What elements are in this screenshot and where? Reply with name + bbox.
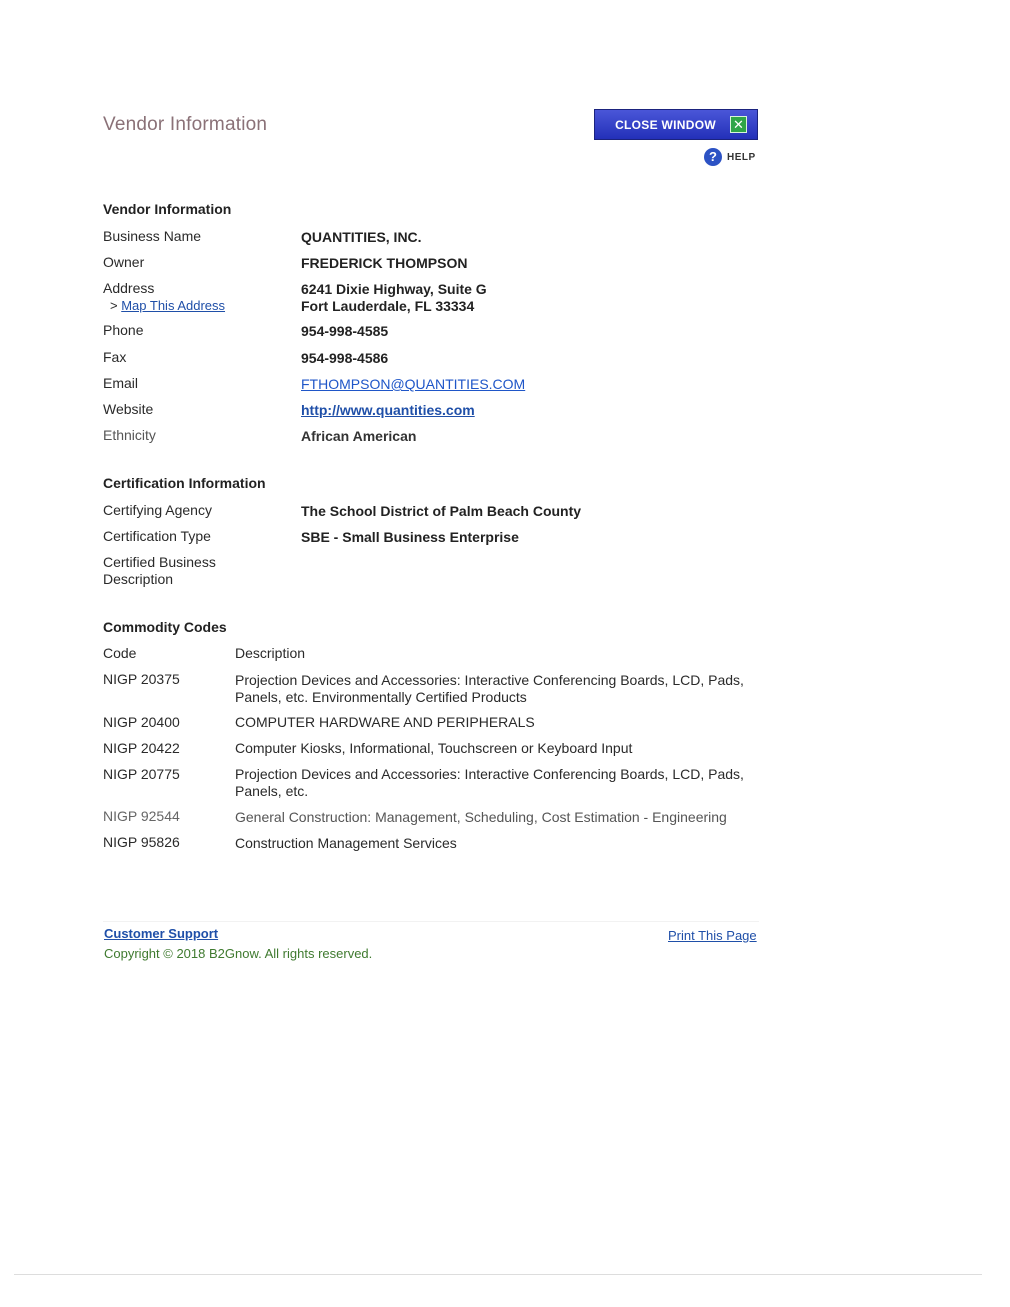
map-this-address-link[interactable]: Map This Address <box>121 298 226 313</box>
copyright-text: Copyright © 2018 B2Gnow. All rights reserved. <box>104 946 373 961</box>
customer-support-link[interactable]: Customer Support <box>104 926 219 941</box>
table-row-description: Computer Kiosks, Informational, Touchscreen or Keyboard Input <box>235 740 633 756</box>
phone-label: Phone <box>103 322 144 338</box>
table-row-code: NIGP 92544 <box>103 808 180 824</box>
table-row-code: NIGP 20775 <box>103 766 180 782</box>
address-line1: 6241 Dixie Highway, Suite G <box>301 281 487 297</box>
help-link[interactable] <box>704 148 756 166</box>
address-label: Address <box>103 280 155 296</box>
table-row-description: Projection Devices and Accessories: Interactive Conferencing Boards, LCD, Pads, Panels, etc. <box>235 766 744 799</box>
table-row-code: NIGP 20375 <box>103 671 180 687</box>
owner-label: Owner <box>103 254 145 270</box>
email-link[interactable]: FTHOMPSON@QUANTITIES.COM <box>301 376 526 392</box>
help-icon: ? <box>704 148 722 166</box>
phone-value: 954-998-4585 <box>301 323 389 339</box>
business-name-label: Business Name <box>103 228 202 244</box>
table-row-description: Construction Management Services <box>235 835 457 851</box>
table-row-description: COMPUTER HARDWARE AND PERIPHERALS <box>235 714 535 730</box>
table-row-code: NIGP 20400 <box>103 714 180 730</box>
certification-type-value: SBE - Small Business Enterprise <box>301 529 519 545</box>
business-name-value: QUANTITIES, INC. <box>301 229 422 245</box>
table-row-description: General Construction: Management, Scheduling, Cost Estimation - Engineering <box>235 809 727 825</box>
certified-description-label-1: Certified Business <box>103 554 216 570</box>
vendor-section-title: Vendor Information <box>103 201 232 217</box>
owner-value: FREDERICK THOMPSON <box>301 255 468 271</box>
certified-description-label-2: Description <box>103 571 174 587</box>
chevron-right-icon: > <box>110 298 118 313</box>
help-label: HELP <box>727 151 756 163</box>
code-column-header: Code <box>103 645 137 661</box>
close-icon: ✕ <box>730 116 747 133</box>
certifying-agency-label: Certifying Agency <box>103 502 212 518</box>
description-column-header: Description <box>235 645 306 661</box>
ethnicity-value: African American <box>301 428 417 444</box>
fax-label: Fax <box>103 349 127 365</box>
close-window-label: CLOSE WINDOW <box>615 117 716 132</box>
fax-value: 954-998-4586 <box>301 350 389 366</box>
ethnicity-label: Ethnicity <box>103 427 156 443</box>
certifying-agency-value: The School District of Palm Beach County <box>301 503 582 519</box>
certification-section-title: Certification Information <box>103 475 266 491</box>
footer-divider <box>103 921 759 922</box>
table-row-code: NIGP 95826 <box>103 834 180 850</box>
page-edge-divider <box>14 1274 982 1275</box>
email-label: Email <box>103 375 139 391</box>
website-label: Website <box>103 401 154 417</box>
certification-type-label: Certification Type <box>103 528 211 544</box>
website-link[interactable]: http://www.quantities.com <box>301 402 475 418</box>
address-line2: Fort Lauderdale, FL 33334 <box>301 298 475 314</box>
close-window-button[interactable] <box>594 109 758 140</box>
print-page-link[interactable]: Print This Page <box>668 928 757 943</box>
map-address-row <box>110 298 225 313</box>
page-title: Vendor Information <box>103 114 268 135</box>
commodity-section-title: Commodity Codes <box>103 619 227 635</box>
table-row-code: NIGP 20422 <box>103 740 180 756</box>
table-row-description: Projection Devices and Accessories: Interactive Conferencing Boards, LCD, Pads, Panels, etc. Environmentally Certified Products <box>235 672 744 705</box>
